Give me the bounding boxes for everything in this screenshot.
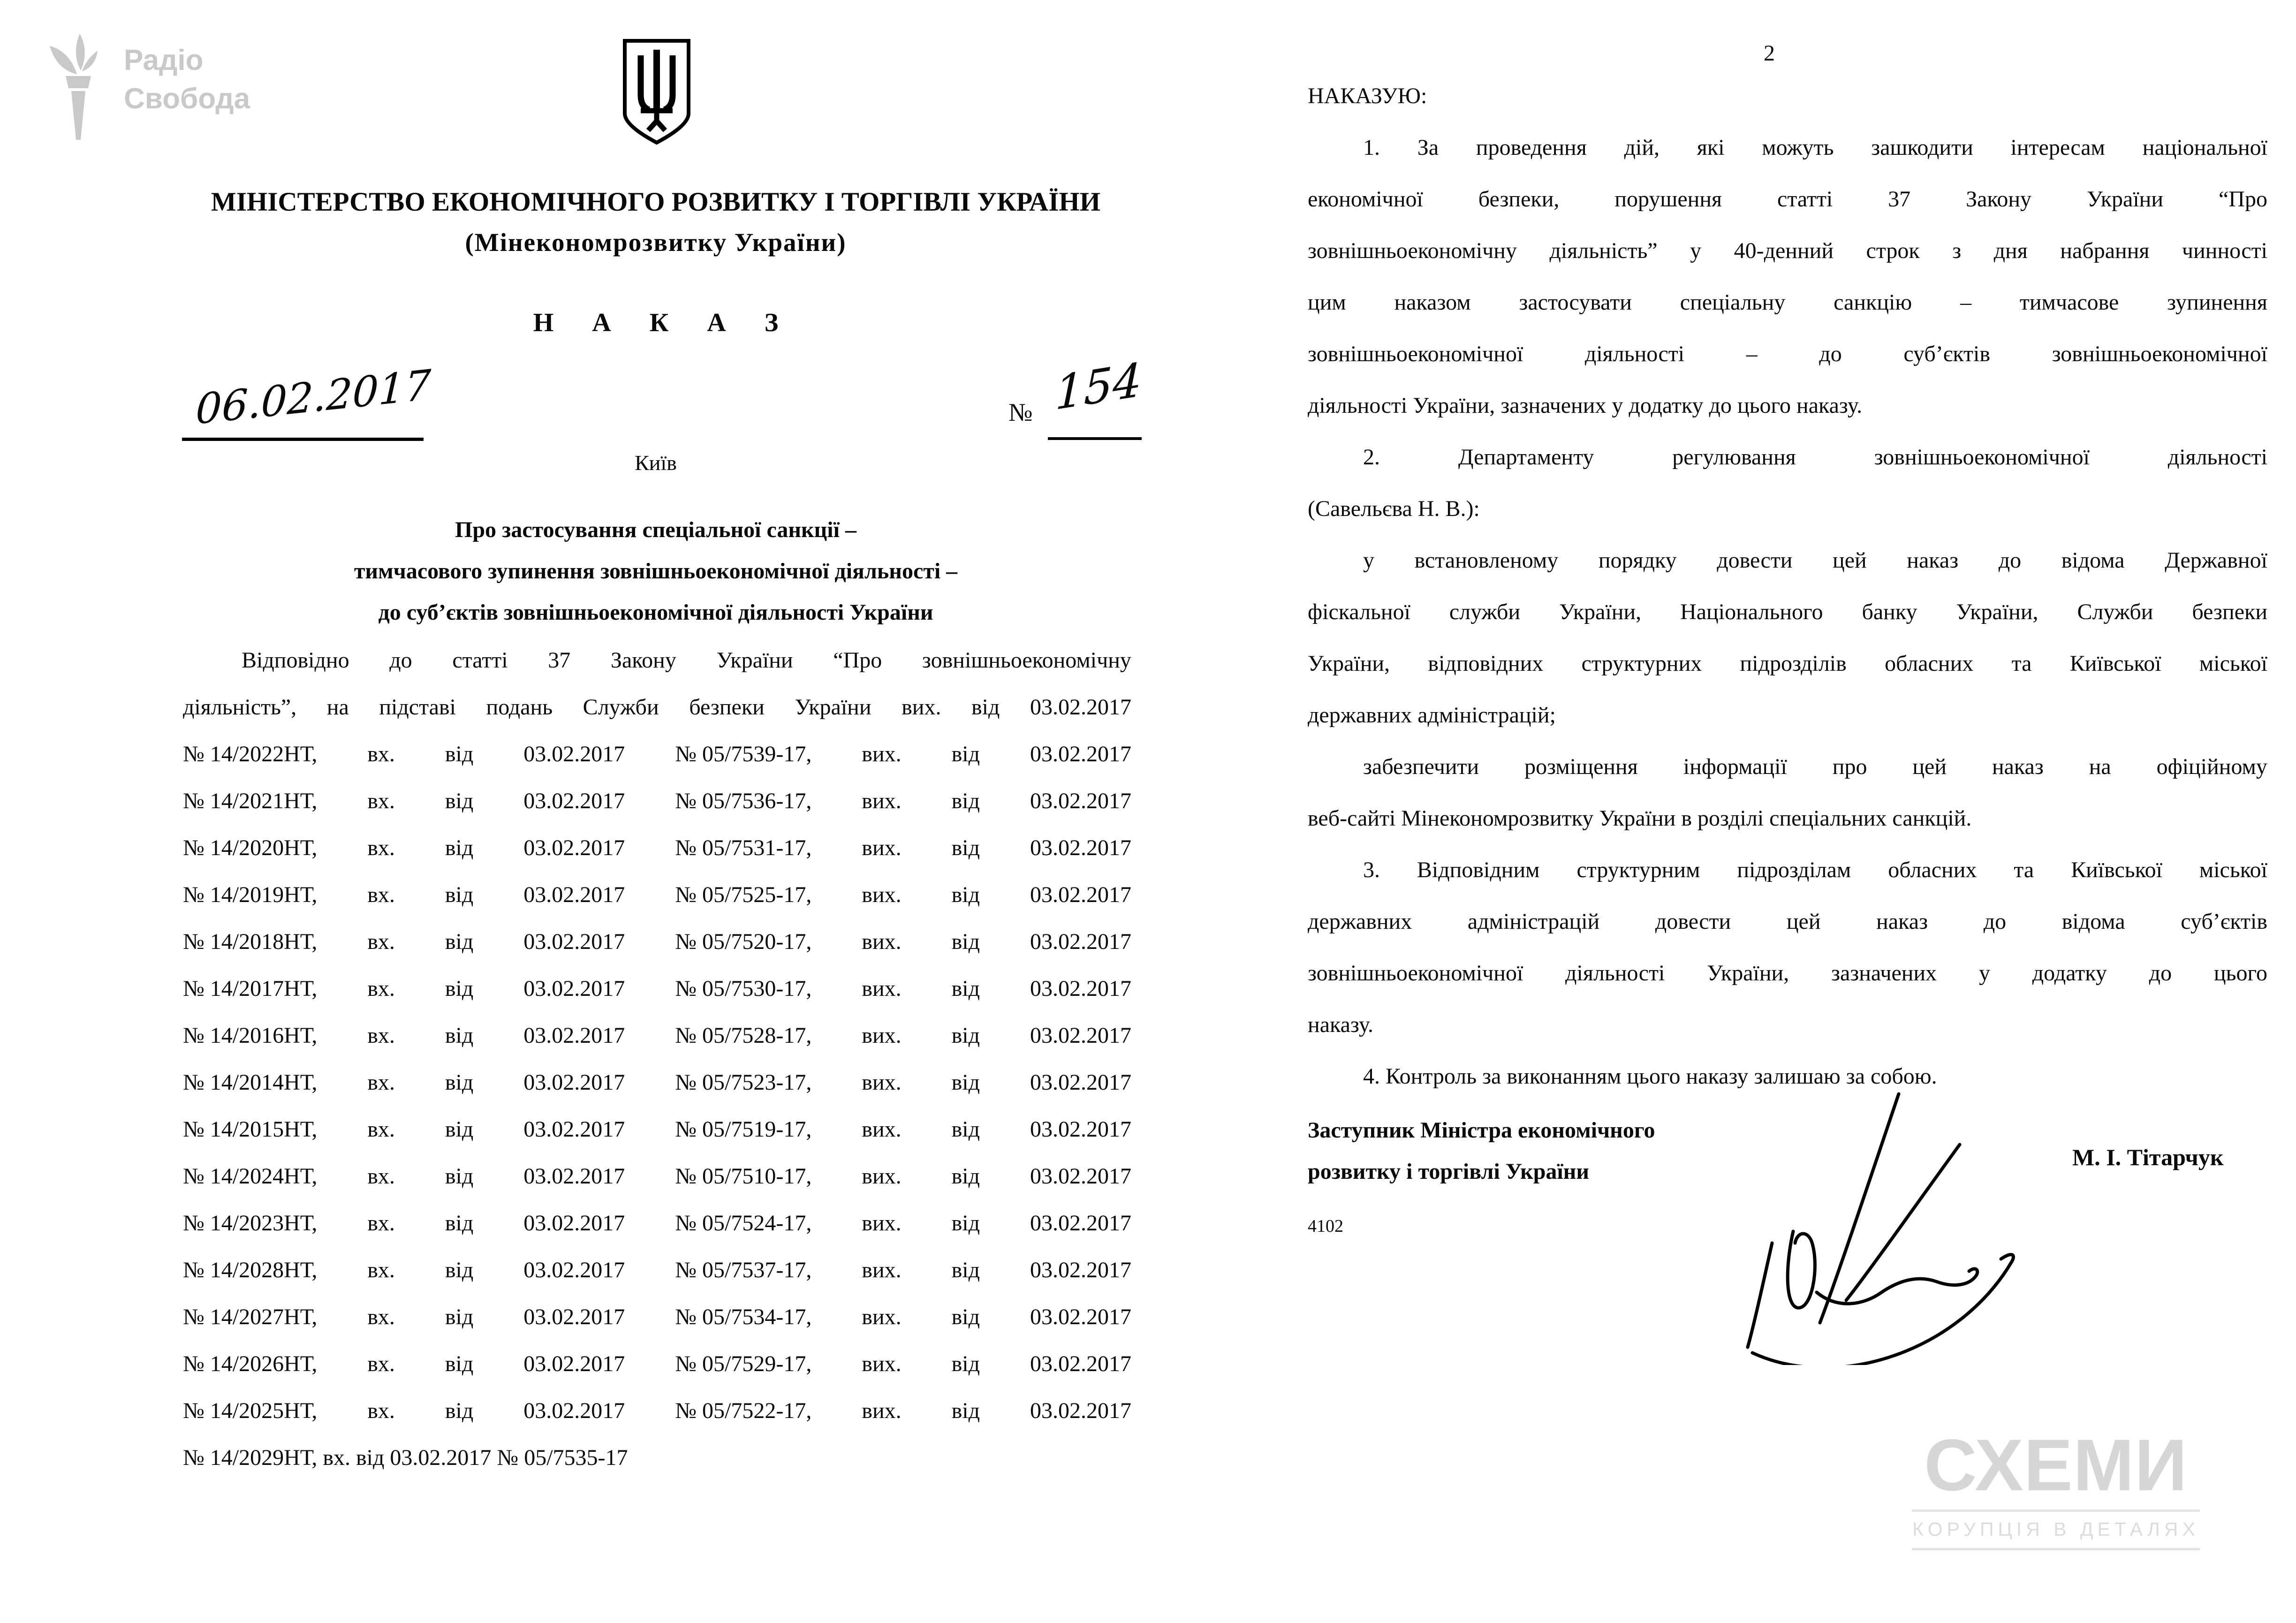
order-title: Н А К А З xyxy=(533,308,795,337)
text-line: діяльності України, зазначених у додатку до цього наказу. xyxy=(1308,393,1863,418)
brand-divider xyxy=(1912,1509,2200,1512)
radio-svoboda-watermark xyxy=(43,33,250,143)
page-number: 2 xyxy=(1764,41,1775,66)
subject-line: тимчасового зупинення зовнішньоекономічної діяльності – xyxy=(354,559,958,584)
text-line: веб-сайті Мінекономрозвитку України в розділі спеціальних санкцій. xyxy=(1308,806,1972,831)
text-line: цим наказом застосувати спеціальну санкцію – тимчасове зупинення xyxy=(1308,290,2267,315)
radio-svoboda-wordmark xyxy=(124,33,250,143)
watermark-line: Свобода xyxy=(124,83,250,115)
watermark-line: Радіо xyxy=(124,44,204,76)
brand-tagline: КОРУПЦІЯ В ДЕТАЛЯХ xyxy=(1912,1518,2199,1540)
ministry-name: МІНІСТЕРСТВО ЕКОНОМІЧНОГО РОЗВИТКУ І ТОРГІВЛІ УКРАЇНИ xyxy=(211,187,1101,217)
text-line: № 14/2016НТ, вх. від 03.02.2017 № 05/7528-17, вих. від 03.02.2017 xyxy=(183,1023,1131,1048)
text-line: 3. Відповідним структурним підрозділам обласних та Київської міської xyxy=(1363,857,2267,882)
text-line: зовнішньоекономічну діяльність” у 40-денний строк з дня набрання чинності xyxy=(1308,238,2267,263)
page1-body-text xyxy=(183,647,1131,1492)
subject-line: до суб’єктів зовнішньоекономічної діяльності України xyxy=(378,600,933,625)
text-line: № 14/2021НТ, вх. від 03.02.2017 № 05/7536-17, вих. від 03.02.2017 xyxy=(183,789,1131,813)
torch-icon xyxy=(43,33,114,143)
text-line: № 14/2017НТ, вх. від 03.02.2017 № 05/7530-17, вих. від 03.02.2017 xyxy=(183,976,1131,1001)
text-line: № 14/2029НТ, вх. від 03.02.2017 № 05/7535-17 xyxy=(183,1445,628,1470)
text-line: № 14/2024НТ, вх. від 03.02.2017 № 05/7510-17, вих. від 03.02.2017 xyxy=(183,1164,1131,1189)
text-line: зовнішньоекономічної діяльності – до суб’єктів зовнішньоекономічної xyxy=(1308,341,2267,366)
handwritten-date: 06.02.2017 xyxy=(195,360,432,434)
text-line: економічної безпеки, порушення статті 37 Закону України “Про xyxy=(1308,187,2267,212)
signer-name: М. І. Тітарчук xyxy=(2072,1144,2224,1170)
number-sign: № xyxy=(1008,398,1033,426)
signer-position-line: Заступник Міністра економічного xyxy=(1308,1118,1655,1143)
text-line: забезпечити розміщення інформації про цей наказ на офіційному xyxy=(1363,754,2267,779)
text-line: № 14/2015НТ, вх. від 03.02.2017 № 05/7519-17, вих. від 03.02.2017 xyxy=(183,1117,1131,1142)
text-line: зовнішньоекономічної діяльності України, зазначених у додатку до цього xyxy=(1308,961,2267,986)
text-line: № 14/2018НТ, вх. від 03.02.2017 № 05/7520-17, вих. від 03.02.2017 xyxy=(183,929,1131,954)
text-line: № 14/2025НТ, вх. від 03.02.2017 № 05/7522-17, вих. від 03.02.2017 xyxy=(183,1398,1131,1423)
text-line: Відповідно до статті 37 Закону України “Про зовнішньоекономічну xyxy=(242,648,1131,673)
handwritten-order-number: 154 xyxy=(1054,353,1142,421)
text-line: України, відповідних структурних підрозділів обласних та Київської міської xyxy=(1308,651,2267,676)
text-line: № 14/2014НТ, вх. від 03.02.2017 № 05/7523-17, вих. від 03.02.2017 xyxy=(183,1070,1131,1095)
text-line: фіскальної служби України, Національного банку України, Служби безпеки xyxy=(1308,599,2267,624)
number-underline xyxy=(1048,437,1142,440)
document-code: 4102 xyxy=(1308,1216,1343,1236)
text-line: державних адміністрацій; xyxy=(1308,703,1556,728)
city-label: Київ xyxy=(635,451,677,475)
text-line: № 14/2022НТ, вх. від 03.02.2017 № 05/7539-17, вих. від 03.02.2017 xyxy=(183,742,1131,766)
text-line: № 14/2027НТ, вх. від 03.02.2017 № 05/7534-17, вих. від 03.02.2017 xyxy=(183,1304,1131,1329)
signer-position-line: розвитку і торгівлі України xyxy=(1308,1159,1590,1184)
ministry-header xyxy=(172,187,1140,257)
text-line: № 14/2019НТ, вх. від 03.02.2017 № 05/7525-17, вих. від 03.02.2017 xyxy=(183,882,1131,907)
text-line: наказу. xyxy=(1308,1012,1374,1037)
text-line: діяльність”, на підставі подань Служби безпеки України вих. від 03.02.2017 xyxy=(183,695,1131,720)
handwritten-signature xyxy=(1697,1088,2035,1367)
text-line: у встановленому порядку довести цей наказ до відома Державної xyxy=(1363,548,2267,573)
text-line: № 14/2023НТ, вх. від 03.02.2017 № 05/7524-17, вих. від 03.02.2017 xyxy=(183,1211,1131,1236)
subject-line: Про застосування спеціальної санкції – xyxy=(455,517,856,542)
page2-body-text xyxy=(1308,83,2267,1115)
text-line: № 14/2020НТ, вх. від 03.02.2017 № 05/7531-17, вих. від 03.02.2017 xyxy=(183,835,1131,860)
text-line: 4. Контроль за виконанням цього наказу залишаю за собою. xyxy=(1363,1064,1937,1089)
skhemy-watermark xyxy=(1912,1425,2200,1550)
text-line: № 14/2026НТ, вх. від 03.02.2017 № 05/7529-17, вих. від 03.02.2017 xyxy=(183,1351,1131,1376)
brand-divider xyxy=(1912,1548,2200,1550)
ministry-short-name: (Мінекономрозвитку України) xyxy=(465,228,847,257)
text-line: (Савельєва Н. В.): xyxy=(1308,496,1480,521)
text-line: 1. За проведення дій, які можуть зашкодити інтересам національної xyxy=(1363,135,2267,160)
order-date-field xyxy=(182,360,432,441)
skhemy-wordmark: СХЕМИ xyxy=(1924,1425,2188,1506)
text-line: № 14/2028НТ, вх. від 03.02.2017 № 05/7537-17, вих. від 03.02.2017 xyxy=(183,1258,1131,1282)
text-line: 2. Департаменту регулювання зовнішньоекономічної діяльності xyxy=(1363,445,2267,470)
order-subject xyxy=(172,517,1140,641)
trident-emblem xyxy=(620,38,693,149)
text-line: НАКАЗУЮ: xyxy=(1308,83,1427,108)
text-line: державних адміністрацій довести цей наказ до відома суб’єктів xyxy=(1308,909,2267,934)
signoff-block xyxy=(1308,1117,1655,1236)
